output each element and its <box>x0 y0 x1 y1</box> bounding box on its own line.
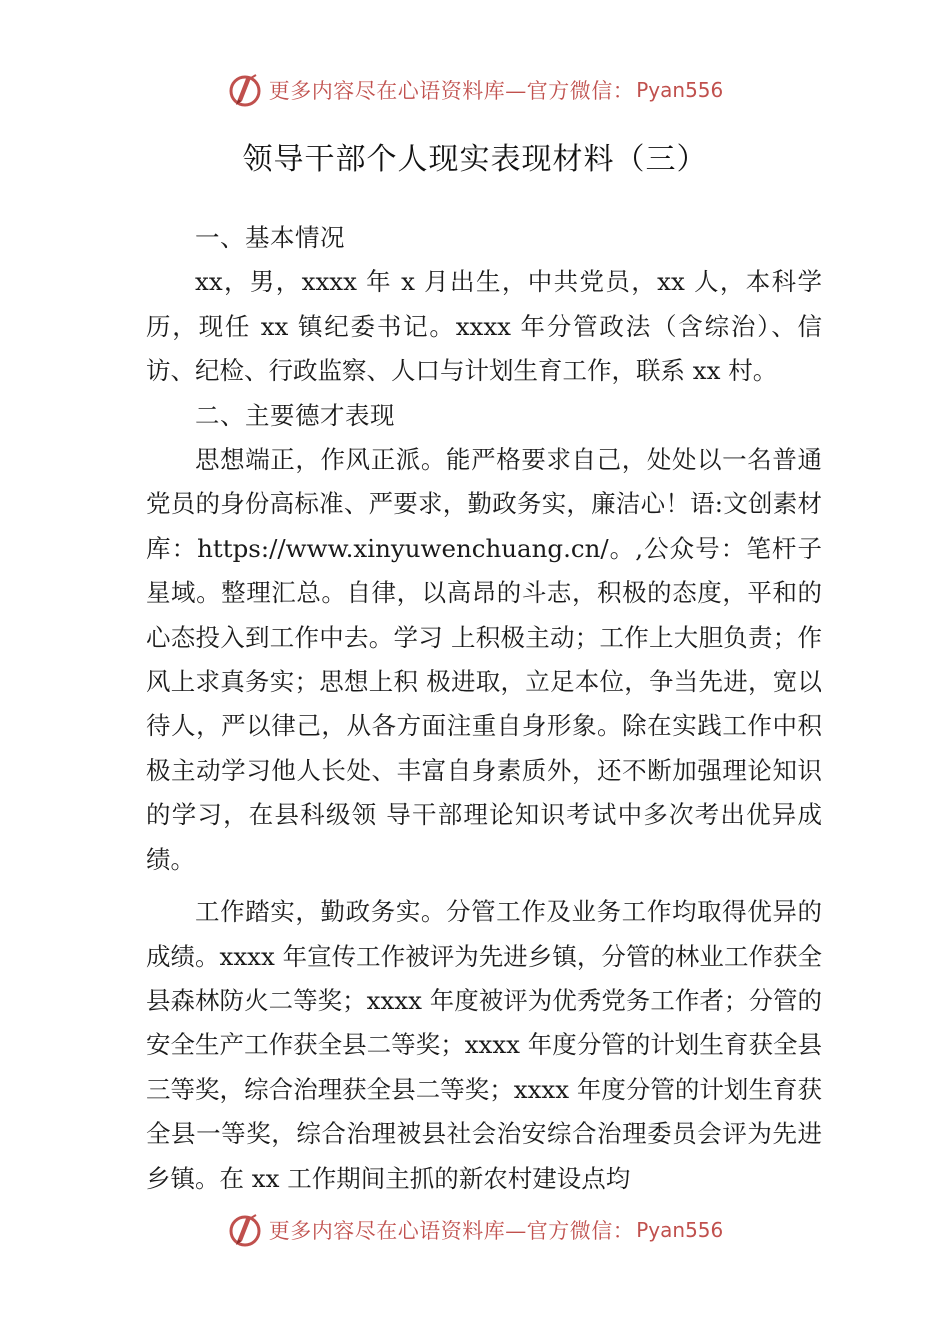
section1-heading: 一、基本情况 <box>195 223 345 252</box>
pen-logo-icon <box>227 72 263 108</box>
banner-text: 更多内容尽在心语资料库—官方微信： <box>268 79 635 103</box>
wechat-id: Pyan556 <box>636 1218 724 1242</box>
section2-paragraph-2: 工作踏实，勤政务实。分管工作及业务工作均取得优异的成绩。xxxx 年宣传工作被评为先进乡镇，分管的林业工作获全县森林防火二等奖；xxxx 年度被评为优秀党务工作者；分管的安全生产工作获全县二等奖；xxxx 年度分管的计划生育获全县三等奖，综合治理获全县二等奖；xxxx 年度分管的计划生育获全县一等奖，综合治理被县社会治安综合治理委员会评为先进乡镇。在 xx 工作期间主抓的新农村建设点均 <box>146 897 822 1193</box>
header-banner <box>0 68 950 112</box>
wechat-id: Pyan556 <box>636 78 724 102</box>
pen-logo-icon <box>227 1212 263 1248</box>
section2-paragraph-1: 思想端正，作风正派。能严格要求自己，处处以一名普通党员的身份高标准、严要求，勤政务实，廉洁心！语:文创素材库：https://www.xinyuwenchuang.cn/。,公众号：笔杆子星域。整理汇总。自律，以高昂的斗志，积极的态度，平和的心态投入到工作中去。学习 上积极主动；工作上大胆负责；作风上求真务实；思想上积 极进取，立足本位，争当先进，宽以待人，严以律己，从各方面注重自身形象。除在实践工作中积极主动学习他人长处、丰富自身素质外，还不断加强理论知识的学习，在县科级领 导干部理论知识考试中多次考出优异成绩。 <box>146 445 822 874</box>
document-title: 领导干部个人现实表现材料（三） <box>242 142 708 177</box>
document-body <box>146 216 822 1201</box>
footer-banner <box>0 1208 950 1252</box>
banner-text: 更多内容尽在心语资料库—官方微信： <box>268 1219 635 1243</box>
section2-heading: 二、主要德才表现 <box>195 400 395 430</box>
section1-body: xx，男，xxxx 年 x 月出生，中共党员，xx 人，本科学历，现任 xx 镇纪委书记。xxxx 年分管政法（含综治）、信访、纪检、行政监察、人口与计划生育工作，联系 xx 村。 <box>146 267 822 386</box>
